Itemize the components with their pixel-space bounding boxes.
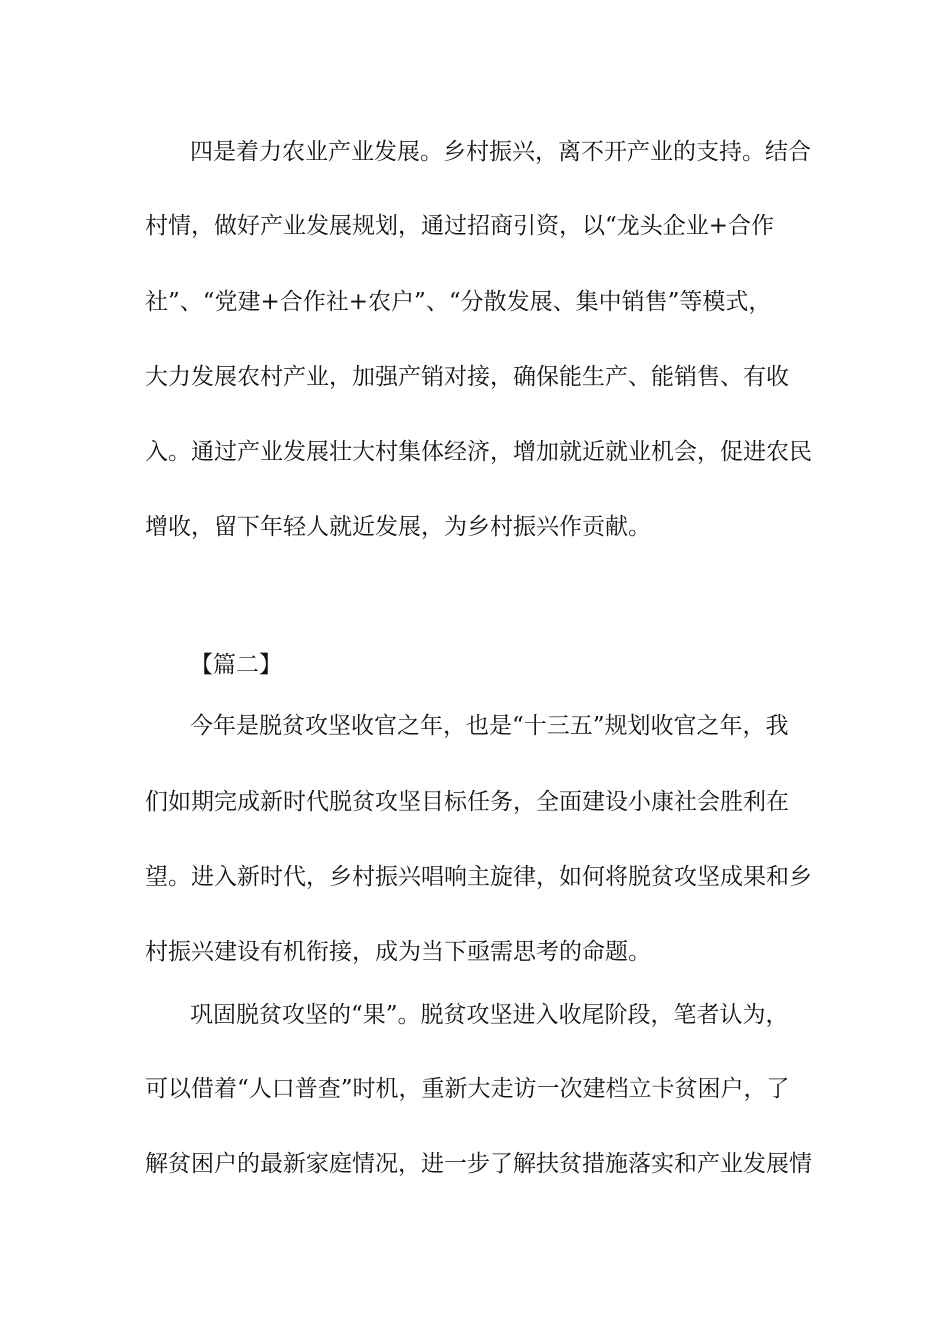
paragraph-line: 村情，做好产业发展规划，通过招商引资，以“龙头企业+合作 [145, 213, 775, 239]
paragraph-line: 巩固脱贫攻坚的“果”。脱贫攻坚进入收尾阶段，笔者认为， [190, 1002, 789, 1028]
paragraph-line: 可以借着“人口普查”时机，重新大走访一次建档立卡贫困户，了 [145, 1076, 790, 1102]
paragraph-line: 四是着力农业产业发展。乡村振兴，离不开产业的支持。结合 [190, 139, 811, 165]
paragraph-line: 村振兴建设有机衔接，成为当下亟需思考的命题。 [145, 939, 651, 965]
paragraph-line: 增收，留下年轻人就近发展，为乡村振兴作贡献。 [145, 514, 651, 540]
paragraph-line: 入。通过产业发展壮大村集体经济，增加就近就业机会，促进农民 [145, 439, 812, 465]
paragraph-line: 社”、“党建+合作社+农户”、“分散发展、集中销售”等模式， [145, 289, 772, 315]
paragraph-line: 今年是脱贫攻坚收官之年，也是“十三五”规划收官之年，我 [190, 713, 789, 739]
paragraph-line: 解贫困户的最新家庭情况，进一步了解扶贫措施落实和产业发展情 [145, 1151, 812, 1177]
paragraph-line: 大力发展农村产业，加强产销对接，确保能生产、能销售、有收 [145, 364, 789, 390]
section-heading: 【篇二】 [190, 652, 282, 678]
paragraph-line: 望。进入新时代，乡村振兴唱响主旋律，如何将脱贫攻坚成果和乡 [145, 864, 812, 890]
paragraph-line: 们如期完成新时代脱贫攻坚目标任务，全面建设小康社会胜利在 [145, 789, 789, 815]
